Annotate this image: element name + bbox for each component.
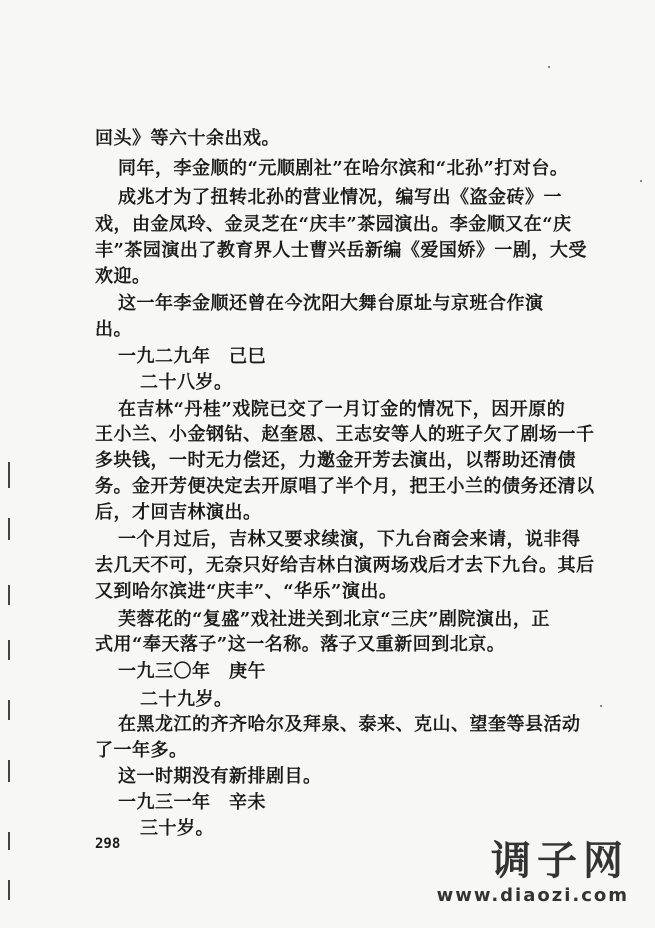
text-line: 这一时期没有新排剧目。 <box>118 766 322 787</box>
text-line: 去几天不可，无奈只好给吉林白演两场戏后才去下九台。其后 <box>95 555 595 576</box>
text-line: 在吉林“丹桂”戏院已交了一月订金的情况下，因开原的 <box>118 399 566 420</box>
text-line: 后，才回吉林演出。 <box>95 502 262 523</box>
scan-speck <box>548 66 550 68</box>
year-heading: 一九二九年 己巳 <box>118 346 266 367</box>
watermark-title: 调子网 <box>491 838 629 884</box>
scan-edge-mark <box>8 585 10 605</box>
text-line: 王小兰、小金钢钻、赵奎恩、王志安等人的班子欠了剧场一千 <box>95 424 595 445</box>
age-line: 三十岁。 <box>140 818 214 839</box>
text-line: 出。 <box>95 319 132 340</box>
text-line: 成兆才为了扭转北孙的营业情况，编写出《盗金砖》一 <box>118 187 562 208</box>
scan-edge-mark <box>8 640 10 660</box>
text-line: 同年，李金顺的“元顺剧社”在哈尔滨和“北孙”打对台。 <box>118 158 569 179</box>
scan-edge-mark <box>8 518 10 540</box>
text-line: 在黑龙江的齐齐哈尔及拜泉、泰来、克山、望奎等县活动 <box>118 714 581 735</box>
scan-speck <box>600 705 602 707</box>
text-line: 戏，由金凤玲、金灵芝在“庆丰”茶园演出。李金顺又在“庆 <box>95 214 572 235</box>
site-watermark <box>437 837 629 906</box>
text-line: 芙蓉花的“复盛”戏社进关到北京“三庆”剧院演出，正 <box>118 609 550 630</box>
text-line: 这一年李金顺还曾在今沈阳大舞台原址与京班合作演 <box>118 293 544 314</box>
scan-edge-mark <box>8 462 10 488</box>
page-number: 298 <box>95 836 121 852</box>
age-line: 二十九岁。 <box>140 689 233 710</box>
text-line: 一个月过后，吉林又要求续演，下九台商会来请，说非得 <box>118 529 581 550</box>
scan-edge-mark <box>8 832 10 850</box>
text-line: 式用“奉天落子”这一名称。落子又重新回到北京。 <box>95 634 506 655</box>
text-line: 了一年多。 <box>95 740 188 761</box>
text-line: 丰”茶园演出了教育界人士曹兴岳新编《爱国娇》一剧，大受 <box>95 240 587 261</box>
text-line: 多块钱，一时无力偿还，力邀金开芳去演出，以帮助还清债 <box>95 450 576 471</box>
scan-edge-mark <box>8 700 10 720</box>
scan-edge-mark <box>8 880 10 900</box>
text-line: 务。金开芳便决定去开原唱了半个月，把王小兰的债务还清以 <box>95 476 595 497</box>
scan-speck <box>640 180 642 182</box>
watermark-url: www.diaozi.com <box>436 885 629 906</box>
text-line: 欢迎。 <box>95 266 151 287</box>
text-line: 又到哈尔滨进“庆丰”、“华乐”演出。 <box>95 581 398 602</box>
year-heading: 一九三〇年 庚午 <box>118 661 266 682</box>
text-line: 回头》等六十余出戏。 <box>95 128 280 149</box>
age-line: 二十八岁。 <box>140 372 233 393</box>
year-heading: 一九三一年 辛未 <box>118 792 266 813</box>
scan-edge-mark <box>8 760 10 782</box>
